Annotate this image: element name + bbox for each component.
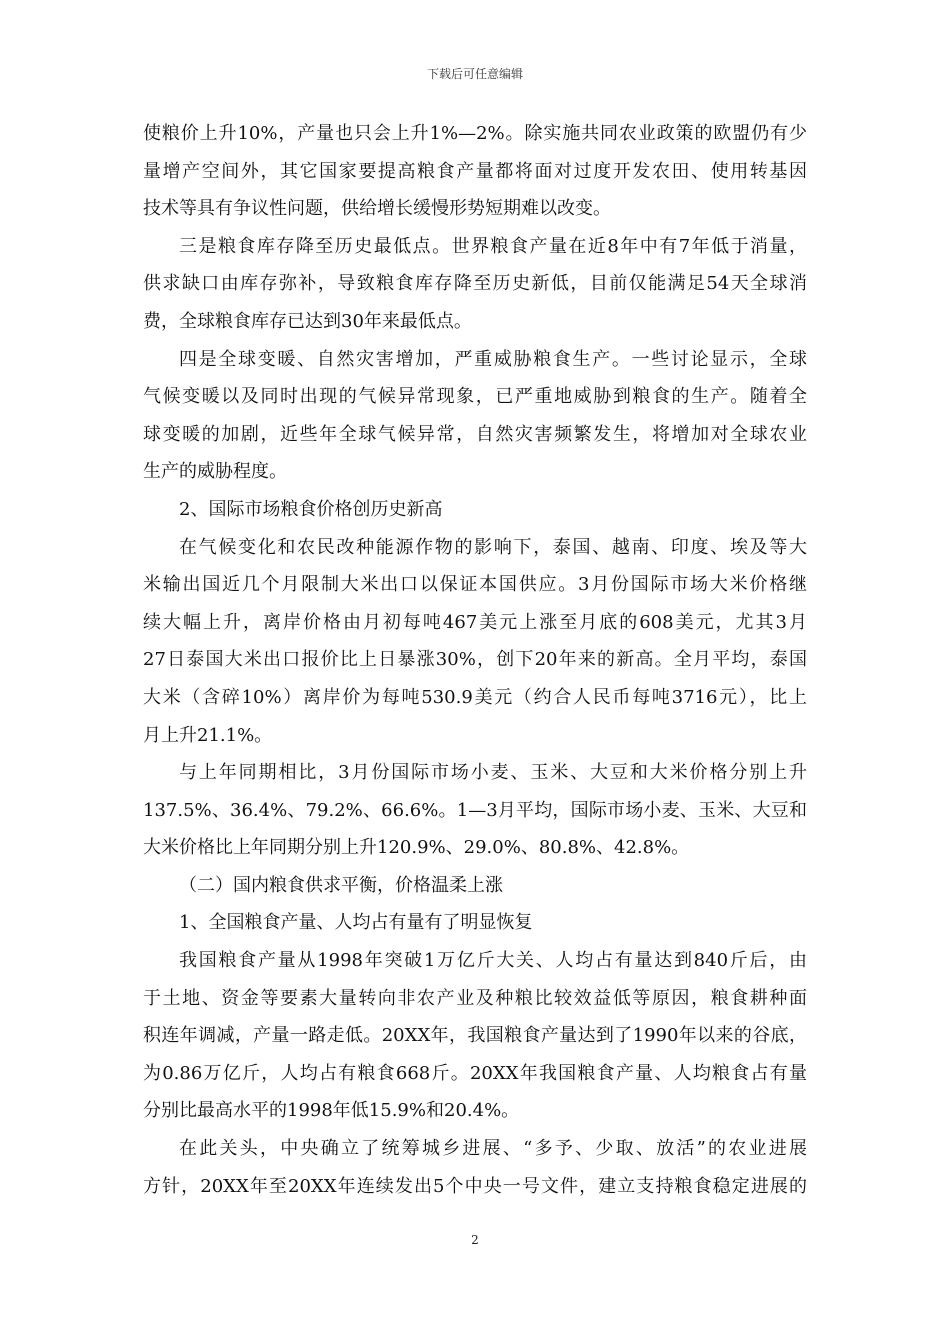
text-line: 气候变暖以及同时出现的气候异常现象，已严重地威胁到粮食的生产。随着全 [143,386,807,408]
text-line: 大米（含碎10%）离岸价为每吨530.9美元（约合人民币每吨3716元），比上 [143,686,807,708]
page-number: 2 [471,1233,479,1247]
document-body [143,115,807,1205]
text-line: 费，全球粮食库存已达到30年来最低点。 [143,310,472,332]
page-header: 下载后可任意编辑 [426,67,523,81]
paragraph-start-line: 与上年同期相比，3月份国际市场小麦、玉米、大豆和大米价格分别上升 [179,762,807,784]
section-heading: 1、全国粮食产量、人均占有量有了明显恢复 [179,912,533,934]
text-line: 方针，20XX年至20XX年连续发出5个中央一号文件，建立支持粮食稳定进展的 [143,1175,807,1197]
text-line: 为0.86万亿斤，人均占有粮食668斤。20XX年我国粮食产量、人均粮食占有量 [143,1062,807,1084]
text-line: 生产的威胁程度。 [143,461,287,483]
text-line: 量增产空间外，其它国家要提高粮食产量都将面对过度开发农田、使用转基因 [143,160,807,182]
section-heading: 2、国际市场粮食价格创历史新高 [179,498,443,520]
text-line: 大米价格比上年同期分别上升120.9%、29.0%、80.8%、42.8%。 [143,837,690,859]
text-line: 月上升21.1%。 [143,724,273,746]
paragraph-start-line: 我国粮食产量从1998年突破1万亿斤大关、人均占有量达到840斤后，由 [179,950,807,972]
text-line: 球变暖的加剧，近些年全球气候异常，自然灾害频繁发生，将增加对全球农业 [143,423,807,445]
text-line: 分别比最高水平的1998年低15.9%和20.4%。 [143,1100,520,1122]
text-line: 米输出国近几个月限制大米出口以保证本国供应。3月份国际市场大米价格继 [143,574,807,596]
text-line: 技术等具有争议性问题，供给增长缓慢形势短期难以改变。 [143,198,611,220]
paragraph-start-line: 四是全球变暖、自然灾害增加，严重威胁粮食生产。一些讨论显示，全球 [179,348,807,370]
paragraph-start-line: 在气候变化和农民改种能源作物的影响下，泰国、越南、印度、埃及等大 [179,536,807,558]
paragraph-start-line: 在此关头，中央确立了统筹城乡进展、“多予、少取、放活”的农业进展 [179,1138,807,1160]
text-line: 续大幅上升，离岸价格由月初每吨467美元上涨至月底的608美元，尤其3月 [143,611,807,633]
text-line: 于土地、资金等要素大量转向非农产业及种粮比较效益低等原因，粮食耕种面 [143,987,807,1009]
section-heading: （二）国内粮食供求平衡，价格温柔上涨 [179,874,503,896]
text-line: 137.5%、36.4%、79.2%、66.6%。1—3月平均，国际市场小麦、玉米、大豆和 [143,799,807,821]
text-line: 使粮价上升10%，产量也只会上升1%—2%。除实施共同农业政策的欧盟仍有少 [143,123,807,144]
text-line: 27日泰国大米出口报价比上日暴涨30%，创下20年来的新高。全月平均，泰国 [143,649,807,671]
text-line: 积连年调减，产量一路走低。20XX年，我国粮食产量达到了1990年以来的谷底， [143,1025,807,1047]
text-line: 供求缺口由库存弥补，导致粮食库存降至历史新低，目前仅能满足54天全球消 [143,273,807,295]
paragraph-start-line: 三是粮食库存降至历史最低点。世界粮食产量在近8年中有7年低于消量， [179,235,807,257]
